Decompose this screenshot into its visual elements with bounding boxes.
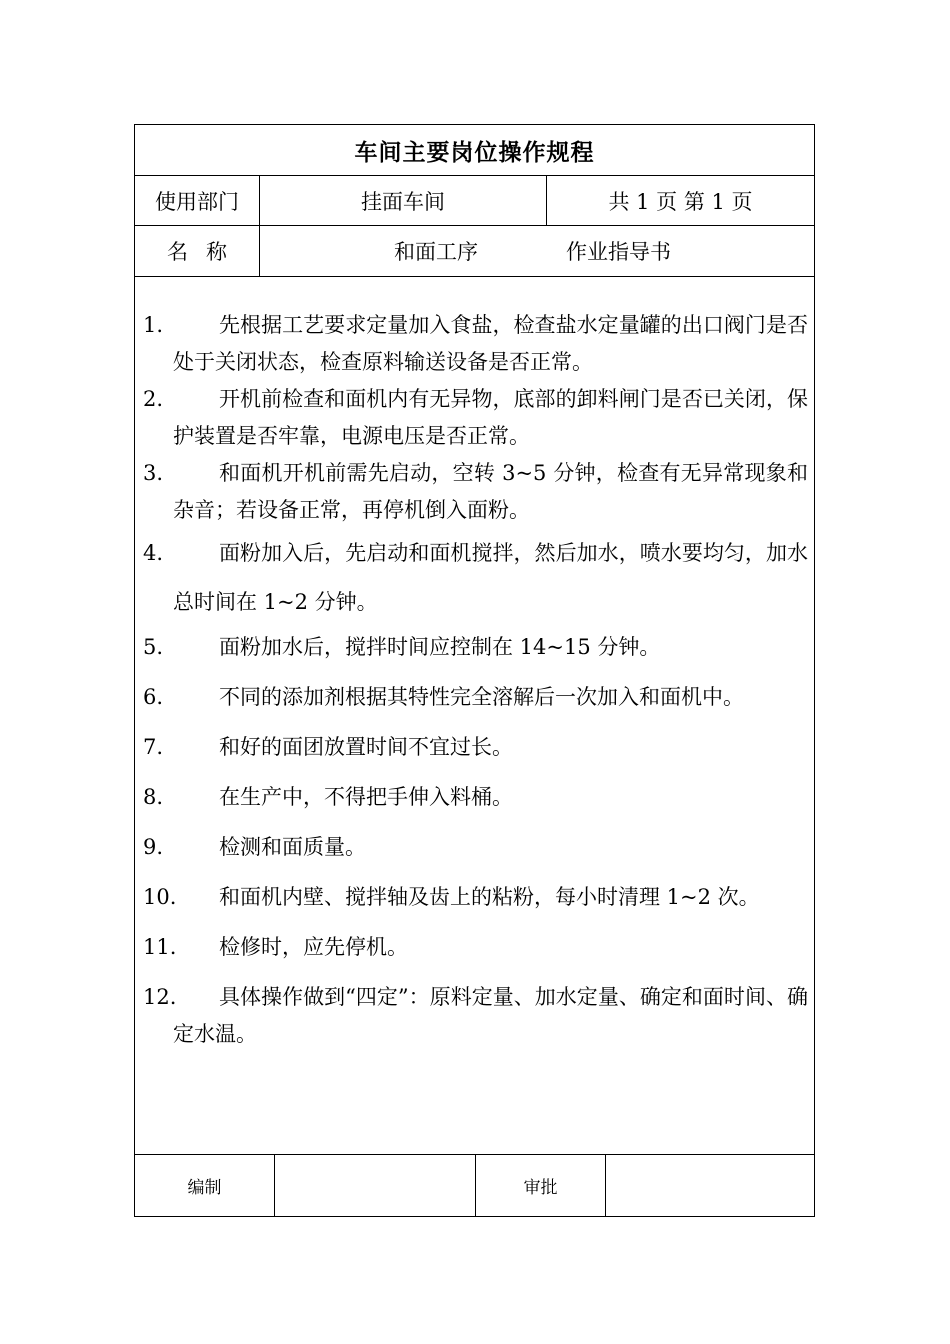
step-text: 和好的面团放置时间不宜过长。 — [219, 735, 513, 759]
step-text: 和面机开机前需先启动，空转 3~5 分钟，检查有无异常现象和杂音；若设备正常，再停机倒入面粉。 — [173, 461, 808, 522]
list-item — [143, 829, 808, 866]
department-value: 挂面车间 — [259, 176, 546, 225]
list-item — [143, 381, 808, 455]
name-label-cell — [135, 226, 259, 276]
list-item — [143, 879, 808, 916]
step-number: 9. — [143, 835, 164, 859]
step-text: 和面机内壁、搅拌轴及齿上的粘粉，每小时清理 1~2 次。 — [219, 885, 760, 909]
steps-list — [135, 277, 814, 1155]
name-value-cell — [259, 226, 814, 276]
step-text: 面粉加水后，搅拌时间应控制在 14~15 分钟。 — [219, 635, 661, 659]
step-number: 1. — [143, 313, 164, 337]
list-item — [143, 629, 808, 666]
list-item — [143, 455, 808, 529]
approval-footer — [135, 1154, 814, 1216]
name-value: 和面工序 — [394, 240, 478, 264]
name-value-2: 作业指导书 — [566, 240, 671, 264]
approved-by-label: 审批 — [475, 1155, 605, 1216]
step-number: 10. — [143, 885, 177, 909]
step-number: 5. — [143, 635, 164, 659]
step-number: 11. — [143, 935, 177, 959]
step-text: 开机前检查和面机内有无异物，底部的卸料闸门是否已关闭，保护装置是否牢靠，电源电压是否正常。 — [173, 387, 808, 448]
step-text: 检测和面质量。 — [219, 835, 366, 859]
list-item — [143, 307, 808, 381]
step-number: 2. — [143, 387, 164, 411]
approved-by-field — [605, 1155, 814, 1216]
step-number: 6. — [143, 685, 164, 709]
department-label: 使用部门 — [155, 189, 239, 214]
procedure-document — [134, 124, 815, 1217]
list-item — [143, 929, 808, 966]
prepared-by-label: 编制 — [187, 1178, 222, 1198]
name-row — [135, 226, 814, 277]
document-title: 车间主要岗位操作规程 — [354, 139, 595, 166]
list-item — [143, 779, 808, 816]
department-row — [135, 176, 814, 226]
page-info: 共 1 页 第 1 页 — [546, 176, 814, 225]
step-text: 具体操作做到“四定”：原料定量、加水定量、确定和面时间、确定水温。 — [173, 985, 808, 1046]
step-number: 7. — [143, 735, 164, 759]
step-text: 检修时，应先停机。 — [219, 935, 408, 959]
step-number: 12. — [143, 985, 177, 1009]
step-text: 面粉加入后，先启动和面机搅拌，然后加水，喷水要均匀，加水总时间在 1~2 分钟。 — [173, 541, 808, 614]
step-number: 8. — [143, 785, 164, 809]
list-item — [143, 529, 808, 627]
list-item — [143, 979, 808, 1053]
list-item — [143, 729, 808, 766]
step-text: 不同的添加剂根据其特性完全溶解后一次加入和面机中。 — [219, 685, 744, 709]
title-row — [135, 125, 814, 176]
step-number: 3. — [143, 461, 164, 485]
step-number: 4. — [143, 541, 164, 565]
step-text: 在生产中，不得把手伸入料桶。 — [219, 785, 513, 809]
step-text: 先根据工艺要求定量加入食盐，检查盐水定量罐的出口阀门是否处于关闭状态，检查原料输送设备是否正常。 — [173, 313, 808, 374]
name-label: 名称 — [167, 240, 245, 264]
list-item — [143, 679, 808, 716]
prepared-by-field — [274, 1155, 475, 1216]
